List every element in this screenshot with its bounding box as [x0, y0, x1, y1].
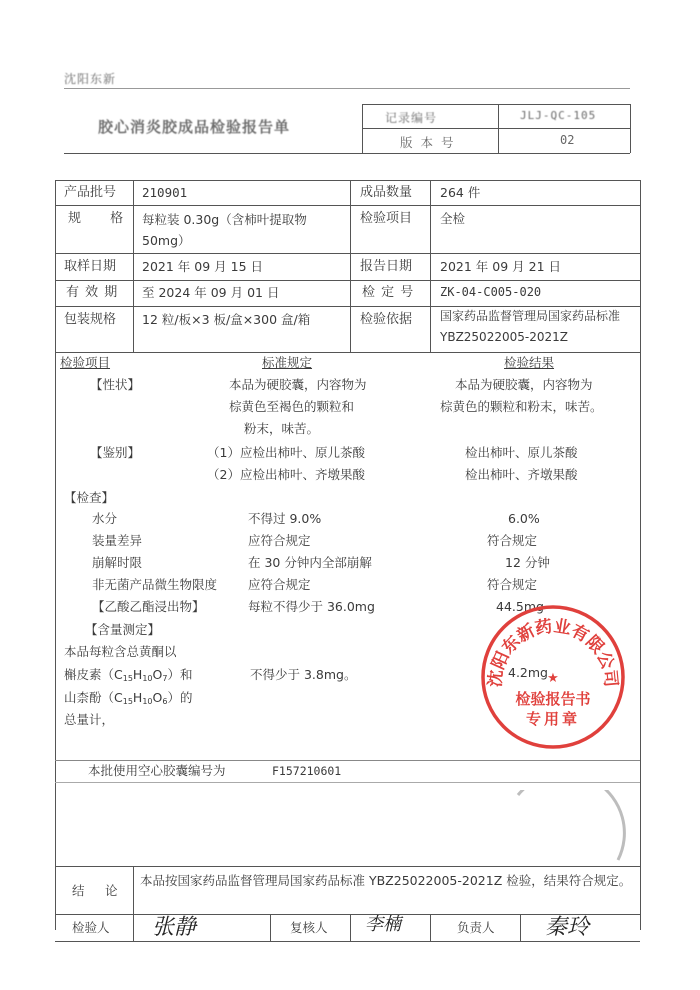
assay-line3-end: ）的	[167, 690, 193, 705]
row-micro-std: 应符合规定	[248, 577, 311, 592]
ident-res-line1: 检出柿叶、原儿茶酸	[465, 445, 578, 460]
item-value: 全检	[440, 211, 466, 226]
row-disint-std: 在 30 分钟内全部崩解	[248, 555, 372, 570]
row-micro-item: 非无菌产品微生物限度	[92, 577, 218, 592]
basis-value: 国家药品监督管理局国家药品标准 YBZ25022005-2021Z	[440, 309, 621, 344]
spec-value: 每粒装 0.30g（含柿叶提取物 50mg）	[142, 212, 307, 248]
info-col-1	[133, 180, 134, 352]
table-right-border	[640, 180, 641, 930]
ident-res-line2: 检出柿叶、齐墩果酸	[465, 467, 578, 482]
report-date-label: 报告日期	[360, 259, 413, 274]
spec-label: 规 格	[68, 211, 128, 226]
sig-col-1	[133, 914, 134, 941]
qty-label: 成品数量	[360, 185, 413, 200]
capsule-line-bottom	[55, 782, 640, 783]
reviewer-signature: 李楠	[365, 914, 401, 935]
sig-col-5	[520, 914, 521, 941]
reviewer-label: 复核人	[290, 920, 328, 935]
inspector-signature: 张静	[152, 915, 197, 940]
conclusion-label: 结 论	[72, 883, 122, 898]
record-no-label: 记录编号	[385, 111, 438, 125]
qty-value: 264 件	[440, 185, 481, 200]
manager-label: 负责人	[457, 920, 495, 935]
conclusion-col	[133, 866, 134, 914]
row-moisture-item: 水分	[92, 511, 118, 526]
col-standard-header: 标准规定	[262, 355, 313, 370]
traits-res-line2: 棕黄色的颗粒和粉末，味苦。	[440, 399, 603, 414]
doc-title: 胶心消炎胶成品检验报告单	[98, 118, 291, 136]
basis-label: 检验依据	[360, 312, 413, 327]
traits-res-line1: 本品为硬胶囊，内容物为	[455, 377, 593, 392]
assay-line3-h: H	[132, 690, 143, 705]
header-box-mid	[362, 128, 630, 129]
svg-text:沈阳东新药业有限公司: 沈阳东新药业有限公司	[485, 616, 621, 688]
record-no-value: JLJ-QC-105	[520, 109, 597, 122]
batch-label: 产品批号	[64, 185, 117, 200]
manager-signature: 秦玲	[545, 915, 590, 940]
col-item-header: 检验项目	[60, 355, 111, 370]
assay-res: 4.2mg	[508, 665, 548, 680]
header-box-right	[630, 104, 631, 153]
sample-date-label: 取样日期	[64, 259, 117, 274]
row-extract-res: 44.5mg	[496, 599, 544, 614]
row-fill-res: 符合规定	[487, 533, 538, 548]
ident-std-line2: （2）应检出柿叶、齐墩果酸	[207, 467, 365, 482]
check-label: 【检查】	[64, 490, 115, 505]
col-result-header: 检验结果	[504, 355, 555, 370]
sig-col-3	[350, 914, 351, 941]
info-line-2	[55, 253, 640, 254]
inspector-label: 检验人	[72, 920, 110, 935]
report-date-value: 2021 年 09 月 21 日	[440, 259, 561, 274]
row-disint-item: 崩解时限	[92, 555, 143, 570]
row-fill-std: 应符合规定	[248, 533, 311, 548]
traits-std-line3: 粉末，味苦。	[244, 421, 320, 436]
assay-line2-h: H	[132, 667, 143, 682]
assay-line2-o: O	[152, 667, 163, 682]
assay-line2-sub1: 15	[122, 674, 133, 683]
header-box-divider	[498, 104, 499, 153]
capsule-value: F157210601	[272, 764, 342, 778]
assay-label: 【含量测定】	[85, 622, 161, 637]
header-box-bottom	[64, 153, 630, 154]
ident-std-line1: （1）应检出柿叶、原儿茶酸	[207, 445, 365, 460]
assay-line3-sub3: 6	[162, 697, 168, 706]
sig-col-2	[270, 914, 271, 941]
row-extract-item: 【乙酸乙酯浸出物】	[92, 599, 205, 614]
header-box-left	[362, 104, 363, 153]
row-moisture-std: 不得过 9.0%	[248, 511, 322, 526]
assay-line3-o: O	[152, 690, 163, 705]
svg-text:★: ★	[547, 671, 559, 686]
svg-text:专用章: 专用章	[525, 710, 581, 728]
expiry-label: 有 效 期	[66, 285, 119, 300]
info-line-0	[55, 180, 640, 181]
ident-label: 【鉴别】	[90, 445, 141, 460]
version-label: 版 本 号	[400, 135, 456, 150]
capsule-label: 本批使用空心胶囊编号为	[88, 763, 226, 778]
info-line-3	[55, 280, 640, 281]
conclusion-text: 本品按国家药品监督管理局国家药品标准 YBZ25022005-2021Z 检验，结果符合规定。	[140, 873, 632, 888]
info-col-3	[430, 180, 431, 352]
pack-value: 12 粒/板×3 板/盒×300 盒/箱	[142, 312, 311, 327]
header-box-top	[362, 104, 630, 105]
assay-line2-sub3: 7	[162, 674, 168, 683]
table-left-border	[55, 180, 56, 930]
row-moisture-res: 6.0%	[508, 511, 540, 526]
assay-line2-a: 槲皮素（C	[64, 667, 123, 682]
item-label: 检验项目	[360, 211, 413, 226]
conclusion-line-top	[55, 866, 640, 867]
signature-line-bottom	[55, 941, 640, 942]
row-disint-res: 12 分钟	[505, 555, 550, 570]
traits-std-line2: 棕黄色至褐色的颗粒和	[229, 399, 355, 414]
assay-line2-end: ）和	[167, 667, 193, 682]
info-line-1	[55, 205, 640, 206]
check-no-label: 检 定 号	[362, 285, 415, 300]
header-top-line	[64, 88, 630, 89]
sig-col-4	[430, 914, 431, 941]
assay-line3-sub2: 10	[142, 697, 153, 706]
traits-label: 【性状】	[90, 377, 141, 392]
info-col-2	[350, 180, 351, 352]
assay-line3-sub1: 15	[122, 697, 133, 706]
assay-std: 不得少于 3.8mg。	[250, 667, 357, 682]
batch-value: 210901	[142, 185, 188, 200]
traits-std-line1: 本品为硬胶囊，内容物为	[229, 377, 367, 392]
assay-line3-a: 山柰酚（C	[64, 690, 123, 705]
assay-line4: 总量计，	[64, 712, 115, 727]
company-seal	[478, 602, 628, 752]
row-fill-item: 装量差异	[92, 533, 143, 548]
expiry-value: 至 2024 年 09 月 01 日	[142, 285, 280, 300]
assay-line1: 本品每粒含总黄酮以	[64, 644, 177, 659]
sample-date-value: 2021 年 09 月 15 日	[142, 259, 263, 274]
check-no-value: ZK-04-C005-020	[440, 285, 542, 299]
assay-line2-sub2: 10	[142, 674, 153, 683]
pack-label: 包装规格	[64, 312, 117, 327]
row-extract-std: 每粒不得少于 36.0mg	[248, 599, 375, 614]
svg-text:检验报告书: 检验报告书	[515, 690, 591, 708]
version-value: 02	[560, 133, 575, 147]
header-small-text: 沈阳东新	[64, 72, 117, 86]
row-micro-res: 符合规定	[487, 577, 538, 592]
